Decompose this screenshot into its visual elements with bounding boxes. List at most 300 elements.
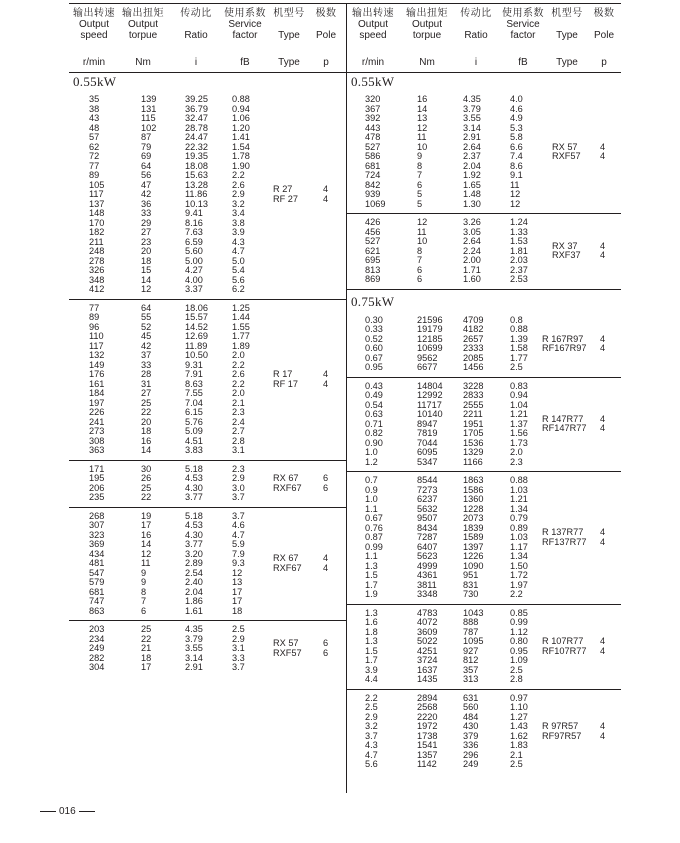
factor-cell: 1.90 xyxy=(232,160,250,171)
factor-cell: 1.73 xyxy=(510,437,528,448)
factor-cell: 1.04 xyxy=(510,399,528,410)
pole-line: 4 xyxy=(600,250,606,261)
factor-cell: 13 xyxy=(232,577,243,587)
table-row xyxy=(69,257,346,267)
torque-cell: 2894 xyxy=(417,692,438,703)
right-groups-075 xyxy=(347,312,621,774)
torque-cell: 8 xyxy=(141,586,147,597)
factor-cell: 18 xyxy=(232,605,243,616)
ratio-cell: 9.31 xyxy=(185,359,203,370)
torque-cell: 6677 xyxy=(417,362,438,372)
factor-cell: 1.21 xyxy=(510,494,528,504)
table-row xyxy=(69,247,346,257)
speed-cell: 695 xyxy=(365,255,381,265)
factor-cell: 0.88 xyxy=(510,475,528,485)
torque-cell: 33 xyxy=(141,208,152,218)
speed-cell: 117 xyxy=(89,189,104,199)
speed-cell: 1.7 xyxy=(365,655,378,665)
ratio-cell: 2085 xyxy=(463,352,484,363)
gearbox-type xyxy=(542,528,586,547)
table-row xyxy=(347,505,621,515)
gearbox-group xyxy=(347,91,621,213)
factor-cell: 2.9 xyxy=(232,633,245,644)
ratio-cell: 631 xyxy=(463,692,479,703)
page-dash-right xyxy=(79,811,95,812)
speed-cell: 0.30 xyxy=(365,314,383,325)
table-row xyxy=(347,105,621,115)
torque-cell: 7044 xyxy=(417,437,438,448)
gearbox-group xyxy=(69,507,346,621)
gearbox-group xyxy=(347,604,621,689)
ratio-cell: 1090 xyxy=(463,560,484,571)
factor-cell: 3.3 xyxy=(232,652,245,663)
ratio-cell: 1.30 xyxy=(463,198,481,209)
ratio-cell: 4709 xyxy=(463,314,484,325)
ratio-cell: 4.53 xyxy=(185,473,203,483)
power-section-divider xyxy=(347,289,621,312)
ratio-cell: 18.08 xyxy=(185,160,208,171)
speed-cell: 724 xyxy=(365,170,381,180)
table-row xyxy=(69,427,346,437)
speed-cell: 149 xyxy=(89,359,105,370)
speed-cell: 268 xyxy=(89,510,105,521)
ratio-cell: 430 xyxy=(463,721,479,731)
torque-cell: 8947 xyxy=(417,418,438,429)
ratio-cell: 2.91 xyxy=(185,662,203,672)
ratio-cell: 11.89 xyxy=(185,340,208,351)
speed-cell: 211 xyxy=(89,236,104,247)
gearbox-type xyxy=(273,554,302,573)
factor-cell: 4.3 xyxy=(232,236,245,247)
ratio-cell: 8.16 xyxy=(185,217,203,228)
ratio-cell: 3.77 xyxy=(185,539,203,549)
speed-cell: 527 xyxy=(365,141,381,152)
speed-cell: 2.9 xyxy=(365,711,378,722)
ratio-cell: 951 xyxy=(463,570,479,580)
gearbox-type xyxy=(542,335,586,354)
torque-cell: 7 xyxy=(417,255,423,265)
ratio-cell: 3.20 xyxy=(185,548,203,559)
ratio-cell: 3.83 xyxy=(185,445,203,455)
pole-line: 4 xyxy=(600,240,606,251)
factor-cell: 2.5 xyxy=(510,362,523,372)
factor-cell: 1.55 xyxy=(232,321,250,332)
ratio-cell: 1.71 xyxy=(463,264,481,275)
ratio-cell: 6.59 xyxy=(185,236,203,247)
speed-cell: 456 xyxy=(365,226,381,237)
speed-cell: 939 xyxy=(365,189,381,199)
ratio-cell: 4.30 xyxy=(185,482,203,493)
ratio-cell: 1329 xyxy=(463,447,484,457)
speed-cell: 195 xyxy=(89,473,105,483)
torque-cell: 17 xyxy=(141,520,152,530)
speed-cell: 0.54 xyxy=(365,399,383,410)
ratio-cell: 5.09 xyxy=(185,426,203,436)
speed-cell: 621 xyxy=(365,245,381,256)
unit-ratio: i xyxy=(194,57,198,68)
speed-cell: 681 xyxy=(89,586,105,597)
ratio-cell: 19.35 xyxy=(185,151,208,161)
type-line: RX 57 xyxy=(273,638,299,649)
pole-line: 4 xyxy=(323,562,329,573)
table-row xyxy=(347,266,621,276)
table-row xyxy=(69,389,346,399)
pole-line: 4 xyxy=(600,645,606,656)
torque-cell: 2220 xyxy=(417,711,438,722)
speed-cell: 2.2 xyxy=(365,692,378,703)
ratio-cell: 1228 xyxy=(463,503,484,514)
ratio-cell: 28.78 xyxy=(185,122,208,133)
type-line: R 17 xyxy=(273,369,293,379)
unit-torque: Nm xyxy=(419,57,435,68)
ratio-cell: 2657 xyxy=(463,333,484,344)
factor-cell: 2.5 xyxy=(510,759,523,769)
pole-line: 4 xyxy=(600,343,606,353)
torque-cell: 18 xyxy=(141,426,152,436)
factor-cell: 1.78 xyxy=(232,151,250,161)
speed-cell: 184 xyxy=(89,388,105,398)
gearbox-group xyxy=(69,91,346,299)
torque-cell: 1541 xyxy=(417,740,438,750)
factor-cell: 17 xyxy=(232,596,243,606)
gearbox-group xyxy=(347,377,621,472)
type-line: R 107R77 xyxy=(542,636,584,646)
torque-cell: 6407 xyxy=(417,541,438,552)
left-table-header xyxy=(69,3,346,73)
torque-cell: 1637 xyxy=(417,664,438,675)
table-row xyxy=(69,408,346,418)
torque-cell: 16 xyxy=(417,94,428,104)
ratio-cell: 2333 xyxy=(463,343,484,353)
factor-cell: 9.1 xyxy=(510,170,523,180)
ratio-cell: 1226 xyxy=(463,551,484,561)
speed-cell: 681 xyxy=(365,160,381,171)
ratio-cell: 32.47 xyxy=(185,113,208,123)
speed-cell: 235 xyxy=(89,492,105,502)
ratio-cell: 1.60 xyxy=(463,274,481,284)
ratio-cell: 888 xyxy=(463,617,479,627)
gearbox-type xyxy=(273,370,298,389)
speed-cell: 278 xyxy=(89,255,105,266)
speed-cell: 747 xyxy=(89,596,105,606)
torque-cell: 64 xyxy=(141,302,152,313)
torque-cell: 11717 xyxy=(417,399,442,410)
table-row xyxy=(69,531,346,541)
type-line: RF147R77 xyxy=(542,423,587,434)
table-row xyxy=(69,644,346,654)
torque-cell: 47 xyxy=(141,179,152,190)
torque-cell: 5347 xyxy=(417,456,438,467)
speed-cell: 5.6 xyxy=(365,759,378,769)
speed-cell: 0.67 xyxy=(365,513,383,523)
factor-cell: 3.8 xyxy=(232,217,245,228)
factor-cell: 3.7 xyxy=(232,492,245,502)
ratio-cell: 2.24 xyxy=(463,245,481,256)
ratio-cell: 1043 xyxy=(463,607,484,618)
factor-cell: 1.83 xyxy=(510,740,528,750)
table-row xyxy=(69,332,346,342)
ratio-cell: 2833 xyxy=(463,390,484,400)
table-row xyxy=(69,380,346,390)
factor-cell: 2.53 xyxy=(510,274,528,284)
factor-cell: 0.85 xyxy=(510,607,528,618)
speed-cell: 4.3 xyxy=(365,740,378,750)
table-row xyxy=(69,540,346,550)
factor-cell: 1.37 xyxy=(510,418,528,429)
header-output-speed: 输出转速 Output speed xyxy=(73,8,115,41)
ratio-cell: 4.27 xyxy=(185,265,203,275)
ratio-cell: 1536 xyxy=(463,437,484,448)
table-row xyxy=(347,95,621,105)
pole-line: 4 xyxy=(600,730,606,741)
factor-cell: 12 xyxy=(232,567,243,578)
speed-cell: 89 xyxy=(89,312,100,322)
speed-cell: 1.0 xyxy=(365,447,378,457)
ratio-cell: 4.00 xyxy=(185,274,203,285)
ratio-cell: 4.35 xyxy=(185,624,203,634)
speed-cell: 1.3 xyxy=(365,560,378,571)
speed-cell: 1.6 xyxy=(365,617,378,627)
speed-cell: 547 xyxy=(89,567,105,578)
ratio-cell: 1586 xyxy=(463,484,484,495)
table-row xyxy=(69,437,346,447)
gearbox-type xyxy=(542,415,586,434)
speed-cell: 197 xyxy=(89,397,105,408)
factor-cell: 2.7 xyxy=(232,426,245,436)
speed-cell: 0.76 xyxy=(365,522,383,533)
table-row xyxy=(69,607,346,617)
torque-cell: 10140 xyxy=(417,409,443,419)
unit-ratio: i xyxy=(474,57,478,68)
speed-cell: 176 xyxy=(89,369,105,379)
speed-cell: 3.2 xyxy=(365,721,378,731)
ratio-cell: 1397 xyxy=(463,541,484,552)
ratio-cell: 3.26 xyxy=(463,217,481,227)
torque-cell: 11 xyxy=(417,132,427,142)
gearbox-group xyxy=(69,460,346,507)
table-row xyxy=(69,484,346,494)
torque-cell: 37 xyxy=(141,350,152,360)
table-row xyxy=(347,275,621,285)
factor-cell: 2.5 xyxy=(232,624,245,634)
pole-count xyxy=(600,335,605,354)
group-rows xyxy=(69,461,346,507)
torque-cell: 1972 xyxy=(417,721,438,731)
table-row xyxy=(347,218,621,228)
factor-cell: 0.79 xyxy=(510,513,528,523)
factor-cell: 2.0 xyxy=(232,350,245,360)
factor-cell: 1.24 xyxy=(510,217,528,227)
ratio-cell: 2.40 xyxy=(185,577,203,587)
speed-cell: 1.3 xyxy=(365,607,378,618)
pole-count xyxy=(600,637,605,656)
speed-cell: 1.3 xyxy=(365,636,378,646)
factor-cell: 2.9 xyxy=(232,473,245,483)
table-row xyxy=(347,124,621,134)
pole-line: 4 xyxy=(600,333,606,344)
speed-cell: 481 xyxy=(89,558,105,568)
ratio-cell: 4.51 xyxy=(185,435,203,446)
torque-cell: 69 xyxy=(141,151,152,161)
torque-cell: 6095 xyxy=(417,447,438,457)
gearbox-type xyxy=(273,474,302,493)
ratio-cell: 6.15 xyxy=(185,407,203,417)
factor-cell: 5.9 xyxy=(232,539,245,549)
table-row xyxy=(69,578,346,588)
speed-cell: 282 xyxy=(89,652,105,663)
pole-line: 4 xyxy=(323,184,329,195)
pole-line: 4 xyxy=(600,721,606,731)
gearbox-type xyxy=(542,637,586,656)
factor-cell: 7.9 xyxy=(232,548,245,559)
factor-cell: 1.39 xyxy=(510,333,528,344)
speed-cell: 363 xyxy=(89,445,105,455)
table-row xyxy=(347,228,621,238)
torque-cell: 7287 xyxy=(417,532,438,542)
header-output-speed: 输出转速 Output speed xyxy=(352,8,394,41)
factor-cell: 1.09 xyxy=(510,655,528,665)
speed-cell: 842 xyxy=(365,179,381,190)
speed-cell: 249 xyxy=(89,643,105,653)
group-rows xyxy=(69,91,346,299)
ratio-cell: 4182 xyxy=(463,324,484,334)
factor-cell: 2.3 xyxy=(510,456,523,467)
group-rows xyxy=(69,508,346,621)
header-ratio: 传动比 Ratio xyxy=(460,8,492,41)
torque-cell: 5623 xyxy=(417,551,438,561)
torque-cell: 64 xyxy=(141,160,152,171)
speed-cell: 434 xyxy=(89,548,105,559)
speed-cell: 77 xyxy=(89,302,100,313)
ratio-cell: 3.37 xyxy=(185,284,203,294)
factor-cell: 1.27 xyxy=(510,711,528,722)
ratio-cell: 4.30 xyxy=(185,529,203,540)
table-row xyxy=(69,474,346,484)
torque-cell: 1142 xyxy=(417,759,437,769)
pole-line: 4 xyxy=(323,193,329,204)
gearbox-type xyxy=(552,143,581,162)
table-row xyxy=(347,760,621,770)
factor-cell: 2.4 xyxy=(232,416,245,427)
torque-cell: 9562 xyxy=(417,352,438,363)
factor-cell: 2.2 xyxy=(232,359,245,370)
torque-cell: 16 xyxy=(141,435,152,446)
speed-cell: 3.9 xyxy=(365,664,378,675)
factor-cell: 1.03 xyxy=(510,484,528,495)
torque-cell: 20 xyxy=(141,416,152,427)
table-row xyxy=(69,521,346,531)
torque-cell: 27 xyxy=(141,227,152,237)
header-service-factor: 使用系数 Service factor xyxy=(502,8,544,41)
power-label: 0.75kW xyxy=(351,293,395,309)
gearbox-group xyxy=(347,213,621,289)
pole-count xyxy=(323,474,328,493)
type-line: RF 27 xyxy=(273,193,299,204)
speed-cell: 869 xyxy=(365,274,381,284)
factor-cell: 0.94 xyxy=(232,103,250,114)
type-line: RX 67 xyxy=(273,473,299,483)
speed-cell: 226 xyxy=(89,407,105,417)
speed-cell: 0.67 xyxy=(365,352,383,363)
ratio-cell: 787 xyxy=(463,626,479,637)
table-row xyxy=(69,663,346,673)
torque-cell: 8434 xyxy=(417,522,438,533)
table-row xyxy=(69,228,346,238)
table-row xyxy=(69,209,346,219)
pole-count xyxy=(323,185,328,204)
unit-speed: r/min xyxy=(361,57,385,68)
table-row xyxy=(69,361,346,371)
torque-cell: 4999 xyxy=(417,560,438,571)
speed-cell: 348 xyxy=(89,274,105,285)
speed-cell: 248 xyxy=(89,246,105,256)
speed-cell: 234 xyxy=(89,633,105,644)
speed-cell: 170 xyxy=(89,217,105,228)
type-line: RX 57 xyxy=(552,141,578,152)
header-divider xyxy=(69,72,346,73)
left-table xyxy=(69,3,346,677)
factor-cell: 0.94 xyxy=(510,390,528,400)
torque-cell: 5022 xyxy=(417,636,438,646)
torque-cell: 20 xyxy=(141,246,152,256)
factor-cell: 2.6 xyxy=(232,179,245,190)
factor-cell: 8.6 xyxy=(510,160,523,171)
factor-cell: 1.17 xyxy=(510,541,528,552)
speed-cell: 0.9 xyxy=(365,484,378,495)
factor-cell: 0.97 xyxy=(510,692,528,703)
ratio-cell: 2.00 xyxy=(463,255,481,265)
speed-cell: 1.5 xyxy=(365,645,378,656)
header-divider xyxy=(347,72,621,73)
ratio-cell: 12.69 xyxy=(185,331,208,341)
ratio-cell: 2.04 xyxy=(463,160,481,171)
torque-cell: 3348 xyxy=(417,589,438,599)
gearbox-type xyxy=(273,639,302,658)
factor-cell: 7.4 xyxy=(510,151,523,161)
factor-cell: 1.81 xyxy=(510,245,528,256)
ratio-cell: 1.92 xyxy=(463,170,481,180)
ratio-cell: 36.79 xyxy=(185,103,208,114)
table-row xyxy=(69,635,346,645)
factor-cell: 0.95 xyxy=(510,645,528,656)
torque-cell: 14804 xyxy=(417,380,443,391)
gearbox-group xyxy=(347,312,621,377)
ratio-cell: 2.64 xyxy=(463,236,481,246)
ratio-cell: 7.63 xyxy=(185,227,203,237)
factor-cell: 12 xyxy=(510,189,521,199)
pole-line: 4 xyxy=(600,413,606,424)
factor-cell: 2.3 xyxy=(232,463,245,474)
torque-cell: 26 xyxy=(141,473,152,483)
torque-cell: 6 xyxy=(141,605,147,616)
table-row xyxy=(69,550,346,560)
factor-cell: 0.88 xyxy=(232,94,250,104)
ratio-cell: 831 xyxy=(463,579,479,590)
ratio-cell: 2073 xyxy=(463,513,484,523)
torque-cell: 36 xyxy=(141,198,152,209)
speed-cell: 0.99 xyxy=(365,541,383,552)
table-row xyxy=(347,458,621,468)
speed-cell: 369 xyxy=(89,539,105,549)
power-label: 0.55kW xyxy=(73,74,117,89)
torque-cell: 3609 xyxy=(417,626,438,637)
speed-cell: 161 xyxy=(89,378,105,389)
type-line: RF167R97 xyxy=(542,343,587,353)
ratio-cell: 2.37 xyxy=(463,151,481,161)
type-line: R 137R77 xyxy=(542,527,584,538)
ratio-cell: 3.05 xyxy=(463,226,481,237)
speed-cell: 0.43 xyxy=(365,380,383,391)
